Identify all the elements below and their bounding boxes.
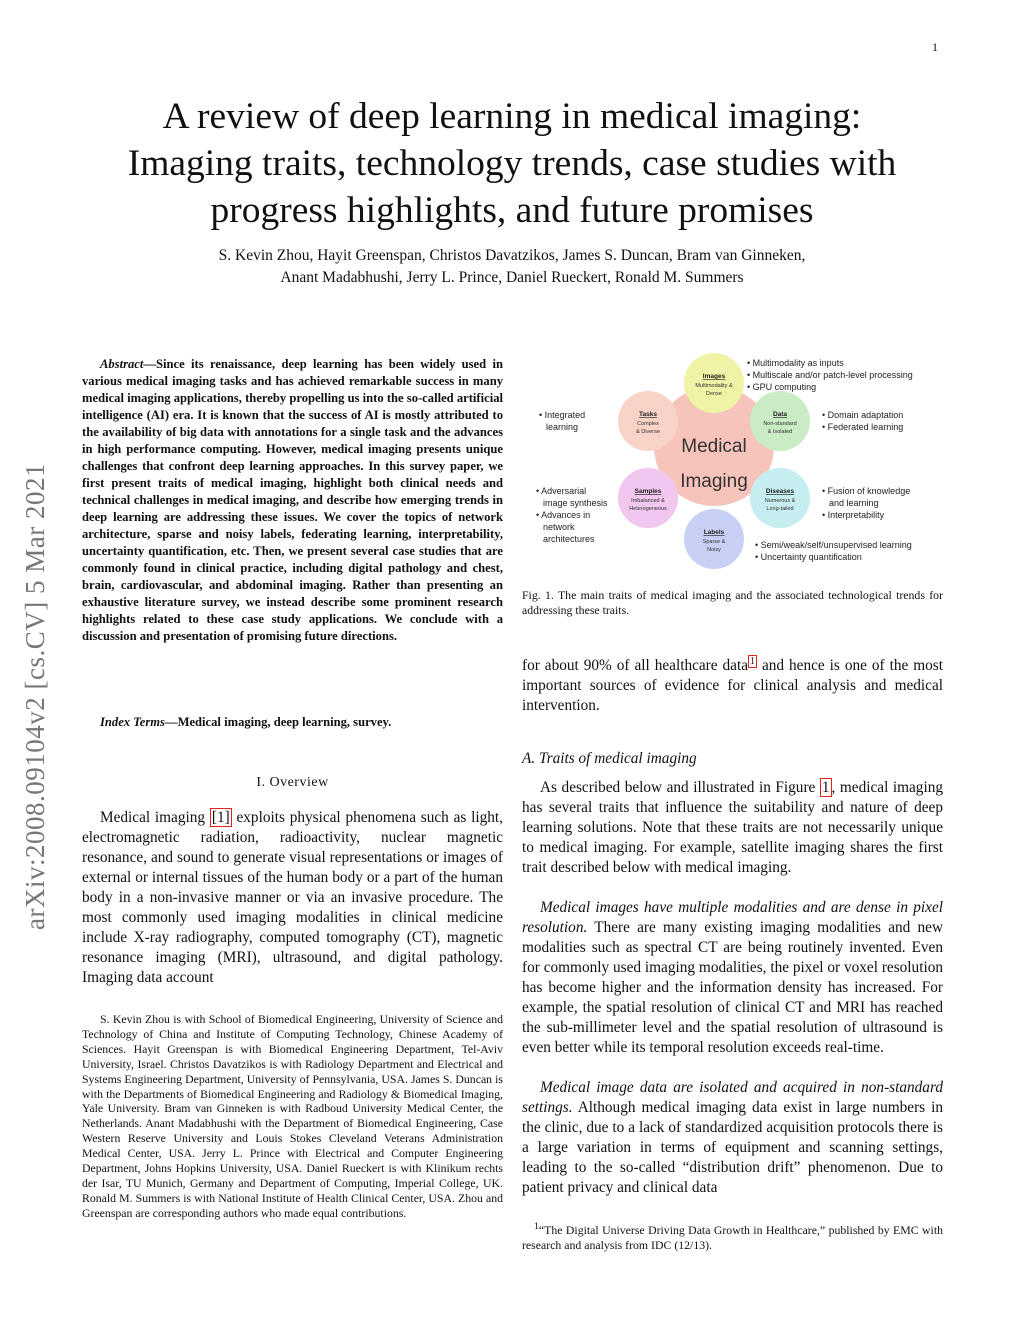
figure-ref-link[interactable]: 1 [821,779,830,796]
figure-1 [525,350,945,575]
title-line-1: A review of deep learning in medical imaging: [162,96,862,137]
trend-item: Multimodality as inputs [752,358,844,368]
abstract-text: Since its renaissance, deep learning has been widely used in various medical imaging tasks and has achieved remarkable success in many medical imaging applications, thereby propelling us into the so-called artificial intelligence (AI) era. It is known that the success of AI is mostly attributed to the availability of big data with annotations for a single task and the advances in high performance computing. However, medical imaging presents unique challenges that confront deep learning approaches. In this survey paper, we first present traits of medical imaging, highlight both clinical needs and technical challenges in medical imaging, and describe how emerging trends in deep learning are addressing these issues. We cover the topics of network architecture, sparse and noisy labels, federating learning, interpretability, uncertainty quantification, etc. Then, we present several case studies that are commonly found in clinical practice, including digital pathology and chest, brain, cardiovascular, and abdominal imaging. Rather than presenting an exhaustive literature survey, we instead describe some prominent research highlights related to these case study applications. We conclude with a discussion and presentation of promising future directions. [82,357,503,643]
trends-labels: • Semi/weak/self/unsupervised learning • Uncertainty quantification [755,540,912,562]
trend-item: Semi/weak/self/unsupervised learning [760,540,912,550]
continued-paragraph [522,656,943,716]
trend-item: Adversarial [541,486,587,496]
footnote-link[interactable]: 1 [750,655,756,667]
isolated-data-paragraph [522,1078,943,1198]
trends-images: • Multimodality as inputs • Multiscale and/or patch-level processing • GPU computing [747,358,913,392]
trend-item: Advances in [541,510,591,520]
traits-text-rest: , medical imaging has several traits that influence the suitability and nature of deep learning solutions. Note that these traits are not necessarily unique to medical imaging. For example, satellite imaging shares the first trait described below with medical imaging. [522,779,944,876]
trends-data: • Domain adaptation • Federated learning [822,410,904,432]
cont-text-start: for about 90% of all healthcare data [522,657,749,674]
samples-sub-1: Imbalanced & [631,498,665,504]
data-sub-1: Non-standard [763,421,797,427]
samples-title: Samples [634,488,662,495]
arxiv-identifier: arXiv:2008.09104v2 [cs.CV] 5 Mar 2021 [20,463,50,930]
trend-item: image synthesis [543,498,608,508]
tasks-title: Tasks [639,411,657,418]
center-label-1: Medical [681,436,747,457]
diseases-sub-1: Numerous & [764,498,796,504]
data-title: Data [772,411,788,418]
trends-tasks: • Integrated learning [539,410,586,432]
overview-paragraph [82,808,503,988]
title-line-3: progress highlights, and future promises [210,190,814,231]
authors-line-1: S. Kevin Zhou, Hayit Greenspan, Christos Davatzikos, James S. Duncan, Bram van Ginneken, [218,247,806,264]
trend-item: Uncertainty quantification [760,552,862,562]
index-terms-label: Index Terms [100,715,165,729]
trend-item: GPU computing [752,382,817,392]
diseases-title: Diseases [765,488,795,495]
modalities-paragraph [522,898,943,1058]
overview-text-start: Medical imaging [100,809,210,826]
page-number: 1 [932,40,938,54]
tasks-sub-1: Complex [637,421,659,427]
figure-caption: Fig. 1. The main traits of medical imaging and the associated technological trends for addressing these traits. [522,588,943,617]
traits-diagram [525,350,945,575]
authors-line-2: Anant Madabhushi, Jerry L. Prince, Daniel Rueckert, Ronald M. Summers [280,269,744,286]
trend-item: Federated learning [827,422,904,432]
trend-item: Interpretability [827,510,885,520]
labels-sub-2: Noisy [707,547,721,553]
abstract: Abstract—Since its renaissance, deep learning has been widely used in various medical imaging tasks and has achieved remarkable success in many medical imaging applications, thereby propelling us into the so-called artificial intelligence (AI) era. It is known that the success of AI is mostly attributed to the availability of big data with annotations for a single task and the advances in high performance computing. However, medical imaging presents unique challenges that confront deep learning approaches. In this survey paper, we first present traits of medical imaging, highlight both clinical needs and technical challenges in medical imaging, and describe how emerging trends in deep learning are addressing these issues. We cover the topics of network architecture, sparse and noisy labels, federating learning, interpretability, uncertainty quantification, etc. Then, we present several case studies that are commonly found in clinical practice, including digital pathology and chest, brain, cardiovascular, and abdominal imaging. Rather than presenting an exhaustive literature survey, we instead describe some prominent research highlights related to these case study applications. We conclude with a discussion and presentation of promising future directions. [82,357,503,643]
modalities-text: There are many existing imaging modalities and new modalities such as spectral CT are being routinely invented. Even for commonly used imaging modalities, the pixel or voxel resolution has become higher and the information density has increased. For example, the spatial resolution of clinical CT and MRI has reached the sub-millimeter level and the spatial resolution of ultrasound is even better while its temporal resolution exceeds real-time. [522,919,943,1056]
images-sub-1: Multimodality & [695,383,733,389]
trend-item: Integrated [544,410,586,420]
traits-text-start: As described below and illustrated in Figure [540,779,820,796]
images-title: Images [702,373,726,380]
trend-item: Domain adaptation [827,410,904,420]
traits-paragraph [522,778,943,878]
labels-sub-1: Sparse & [702,539,726,545]
images-sub-2: Dense [706,391,722,397]
trend-item: Fusion of knowledge [827,486,911,496]
trend-item: and learning [829,498,879,508]
data-sub-2: & Isolated [767,429,793,435]
citation-link[interactable]: [1] [211,809,230,826]
index-terms: Index Terms—Medical imaging, deep learning, survey. [100,715,392,729]
trend-item: architectures [543,534,595,544]
isolated-lead: Medical image data are isolated and acquired in non-standard settings. [522,1079,943,1116]
trends-samples: • Adversarial image synthesis • Advances in network architectures [536,486,608,544]
footnote-text: “The Digital Universe Driving Data Growth in Healthcare,” published by EMC with research and analysis from IDC (12/13). [522,1222,943,1252]
samples-sub-2: Heterogeneous [629,506,667,512]
title-line-2: Imaging traits, technology trends, case studies with [127,143,897,184]
labels-title: Labels [703,529,725,536]
paper-title [40,93,984,234]
author-list [60,245,964,289]
abstract-label: Abstract [100,357,144,371]
footnote-mark: 1 [534,1221,539,1232]
tasks-sub-2: & Diverse [636,429,660,435]
isolated-text: Although medical imaging data exist in large numbers in the clinic, due to a lack of standardized acquisition protocols there is a large variation in terms of equipment and scanning settings, leading to the so-called “distribution drift” phenomenon. Due to patient privacy and clinical data [522,1099,943,1196]
cont-text-rest: and hence is one of the most important sources of evidence for clinical analysis and medical intervention. [522,657,943,714]
section-heading-overview: I. Overview [256,775,329,790]
subsection-heading: A. Traits of medical imaging [522,750,697,767]
center-label-2: Imaging [680,471,748,492]
modalities-lead: Medical images have multiple modalities and are dense in pixel resolution. [522,899,943,936]
index-terms-text: Medical imaging, deep learning, survey. [177,715,392,729]
trend-item: Multiscale and/or patch-level processing [752,370,913,380]
trend-item: network [543,522,575,532]
trend-item: learning [546,422,579,432]
overview-text-rest: exploits physical phenomena such as light, electromagnetic radiation, radioactivity, nuclear magnetic resonance, and sound to generate visual representations or images of external or internal tissues of the human body or a part of the human body in a non-invasive manner or via an invasive procedure. The most commonly used imaging modalities in clinical medicine include X-ray radiography, computed tomography (CT), magnetic resonance imaging (MRI), ultrasound, and digital pathology. Imaging data account [82,809,503,986]
diseases-sub-2: Long-tailed [766,506,794,512]
trends-diseases: • Fusion of knowledge and learning • Interpretability [822,486,911,520]
author-affiliations: S. Kevin Zhou is with School of Biomedical Engineering, University of Science and Technology of China and Institute of Computing Technology, Chinese Academy of Sciences. Hayit Greenspan is with Biomedical Engineering Department, Tel-Aviv University, Israel. Christos Davatzikos is with Radiology Department and Electrical and Systems Engineering Department, University of Pennsylvania, USA. James S. Duncan is with the Departments of Biomedical Engineering and Radiology & Biomedical Imaging, Yale University. Bram van Ginneken is with Radboud University Medical Center, the Netherlands. Anant Madabhushi with the Department of Biomedical Engineering, Case Western Reserve University and Louis Stokes Cleveland Veterans Administration Medical Center, USA. Jerry L. Prince with Electrical and Computer Engineering Department, Johns Hopkins University, USA. Daniel Rueckert is with Klinikum rechts der Isar, TU Munich, Germany and Department of Computing, Imperial College, UK. Ronald M. Summers is with National Institute of Health Clinical Center, USA. Zhou and Greenspan are corresponding authors who made equal contributions. [82,1012,503,1220]
footnote [522,1220,943,1253]
